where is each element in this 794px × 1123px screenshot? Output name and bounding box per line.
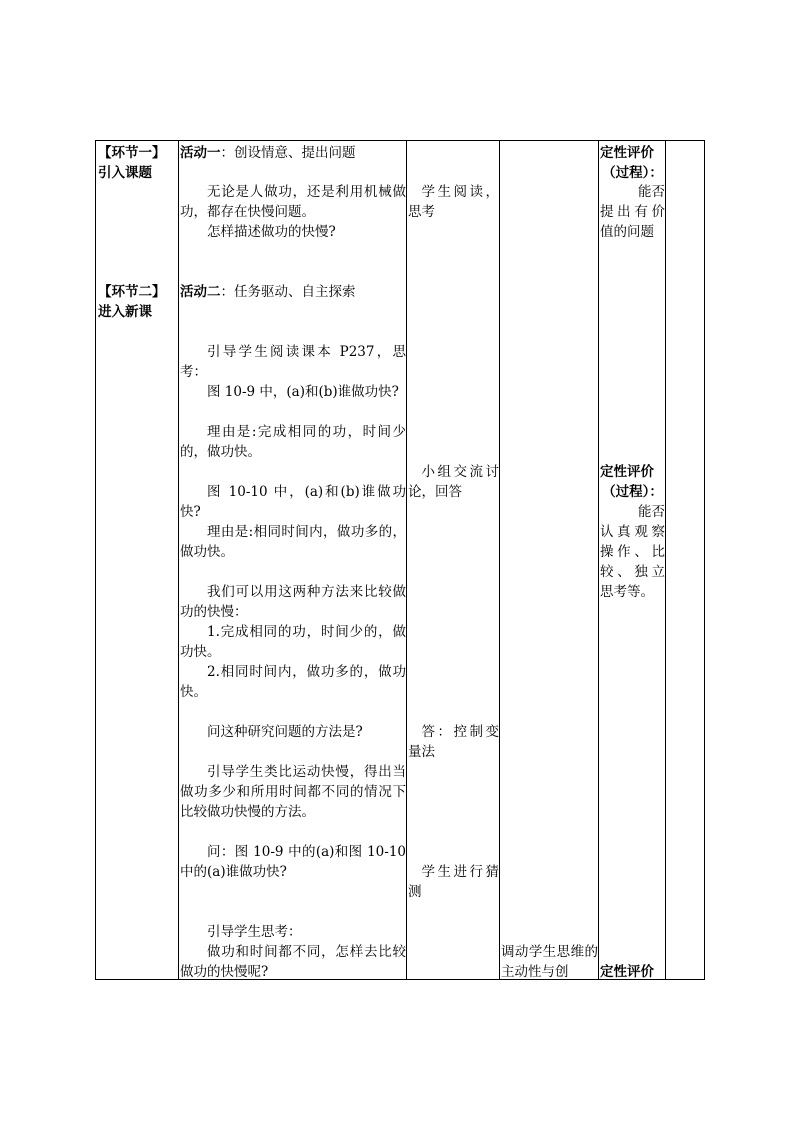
reading-guide-paragraph: 引导学生阅读课本 P237，思考：	[180, 344, 406, 380]
activity-2-heading	[180, 282, 406, 302]
activity-2-subtitle: ：任务驱动、自主探索	[220, 284, 356, 300]
thinking-guide: 引导学生思考：	[207, 924, 302, 940]
thinking-question: 做功和时间都不同，怎样去比较做功的快慢呢?	[180, 944, 406, 980]
activity-1-subtitle: ：创设情意、提出问题	[220, 145, 356, 161]
evaluation-column	[600, 141, 665, 979]
student-activity-1: 学生阅读，思考	[408, 184, 499, 220]
activity-1-paragraph: 无论是人做功，还是利用机械做功，都存在快慢问题。	[180, 184, 406, 220]
evaluation-3-title: 定性评价	[600, 964, 654, 980]
method-2: 2.相同时间内，做功多的，做功快。	[180, 664, 406, 700]
evaluation-1-title: 定性评价	[600, 145, 654, 161]
section-1-tag: 【环节一】	[98, 145, 166, 161]
activity-1-question: 怎样描述做功的快慢?	[207, 224, 336, 240]
research-method-question: 问这种研究问题的方法是?	[207, 724, 363, 740]
lesson-plan-table	[95, 140, 705, 980]
column-divider	[499, 141, 500, 979]
evaluation-1-lead: 能否	[638, 184, 665, 200]
section-column	[96, 141, 178, 979]
activity-1-title: 活动一	[180, 145, 221, 161]
compare-figures-question: 问：图 10-9 中的(a)和图 10-10 中的(a)谁做功快?	[180, 844, 411, 880]
design-intent-column	[501, 141, 598, 979]
column-divider	[665, 141, 666, 979]
activity-2-title: 活动二	[180, 284, 221, 300]
comparison-methods-intro: 我们可以用这两种方法来比较做功的快慢：	[180, 584, 406, 620]
evaluation-2-lead: 能否	[638, 504, 665, 520]
evaluation-1-text: 提出有价值的问题	[600, 204, 665, 240]
evaluation-2-text: 认真观察操作、比较、独立思考等。	[600, 524, 665, 600]
evaluation-2-subtitle: （过程）：	[602, 484, 663, 500]
student-answer: 答：控制变量法	[408, 724, 499, 760]
activity-1-heading	[180, 143, 406, 163]
figure-10-9-question: 图 10-9 中，(a)和(b)谁做功快?	[207, 384, 399, 400]
figure-10-10-reason: 理由是:相同时间内，做功多的，做功快。	[180, 524, 406, 560]
design-intent-text: 调动学生思维的主动性与创	[501, 944, 598, 980]
student-activity-3: 学生进行猜测	[408, 864, 499, 900]
figure-10-10-question: 图 10-10 中，(a)和(b)谁做功快?	[180, 484, 406, 520]
student-activity-column	[408, 141, 499, 979]
section-2-tag: 【环节二】	[98, 284, 166, 300]
section-2-title: 进入新课	[98, 304, 152, 320]
column-divider	[598, 141, 599, 979]
section-1-title: 引入课题	[98, 165, 152, 181]
figure-10-9-reason: 理由是:完成相同的功，时间少的，做功快。	[180, 424, 406, 460]
evaluation-2-title: 定性评价	[600, 464, 654, 480]
analogy-guide-paragraph: 引导学生类比运动快慢，得出当做功多少和所用时间都不同的情况下比较做功快慢的方法。	[180, 764, 406, 820]
column-divider	[178, 141, 179, 979]
student-activity-2: 小组交流讨论，回答	[408, 464, 499, 500]
teacher-activity-column	[180, 141, 411, 980]
evaluation-1-subtitle: （过程）：	[602, 165, 663, 181]
method-1: 1.完成相同的功，时间少的，做功快。	[180, 624, 406, 660]
